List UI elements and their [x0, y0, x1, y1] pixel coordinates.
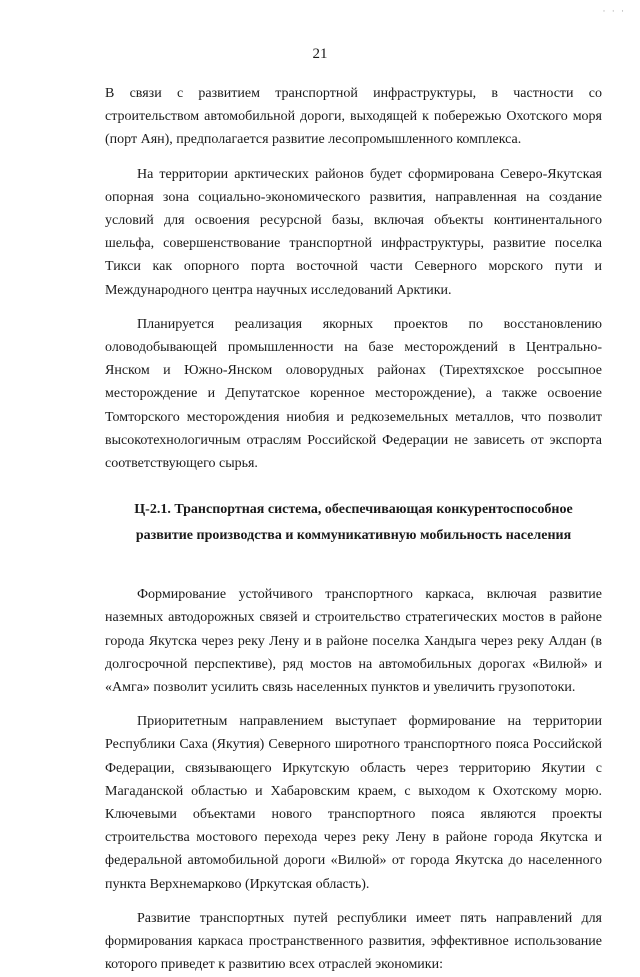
paragraph: Планируется реализация якорных проектов по восстановлению оловодобывающей промышленности на базе месторождений в Центрально-Янском и Южно-Янском оловорудных районах (Тирехтяхское россыпное месторождение и Депутатское коренное месторождение), а также освоение Томторского месторождения ниобия и редкоземельных металлов, что позволит высокотехнологичным отраслям Российской Федерации не зависеть от экспорта соответствующего сырья. [105, 316, 602, 472]
paragraph: Приоритетным направлением выступает формирование на территории Республики Саха (Якутия) Северного широтного транспортного пояса Российской Федерации, связывающего Иркутскую область через территорию Якутии с Магаданской областью и Хабаровским краем, с выходом к Охотскому морю. Ключевыми объектами нового транспортного пояса являются проекты строительства мостового перехода через реку Лену в районе города Якутска и федеральной автомобильной дороги «Вилюй» от города Якутска до населенного пункта Верхнемарково (Иркутская область). [105, 714, 602, 892]
section-heading: Ц-2.1. Транспортная система, обеспечивающая конкурентоспособное развитие производства и коммуникативную мобильность населения [134, 502, 573, 544]
paragraph: В связи с развитием транспортной инфраструктуры, в частности со строительством автомобильной дороги, выходящей к побережью Охотского моря (порт Аян), предполагается развитие лесопромышленного комплекса. [105, 86, 602, 148]
page-number: 21 [312, 46, 328, 62]
paragraph: Развитие транспортных путей республики имеет пять направлений для формирования каркаса пространственного развития, эффективное использование которого приведет к развитию всех отраслей экономики: [105, 910, 602, 973]
paragraph: Формирование устойчивого транспортного каркаса, включая развитие наземных автодорожных связей и строительство стратегических мостов в районе города Якутска через реку Лену и в районе поселка Хандыга через реку Алдан (в долгосрочной перспективе), ряд мостов на автомобильных дорогах «Вилюй» и «Амга» позволит усилить связь населенных пунктов и увеличить грузопотоки. [105, 587, 602, 696]
scan-artifact: · · · [602, 6, 626, 16]
document-body [105, 82, 602, 977]
paragraph: На территории арктических районов будет сформирована Северо-Якутская опорная зона социально-экономического развития, направленная на создание условий для освоения ресурсной базы, включая объекты континентального шельфа, совершенствование транспортной инфраструктуры, развитие поселка Тикси как опорного порта восточной части Северного морского пути и Международного центра научных исследований Арктики. [105, 166, 602, 298]
